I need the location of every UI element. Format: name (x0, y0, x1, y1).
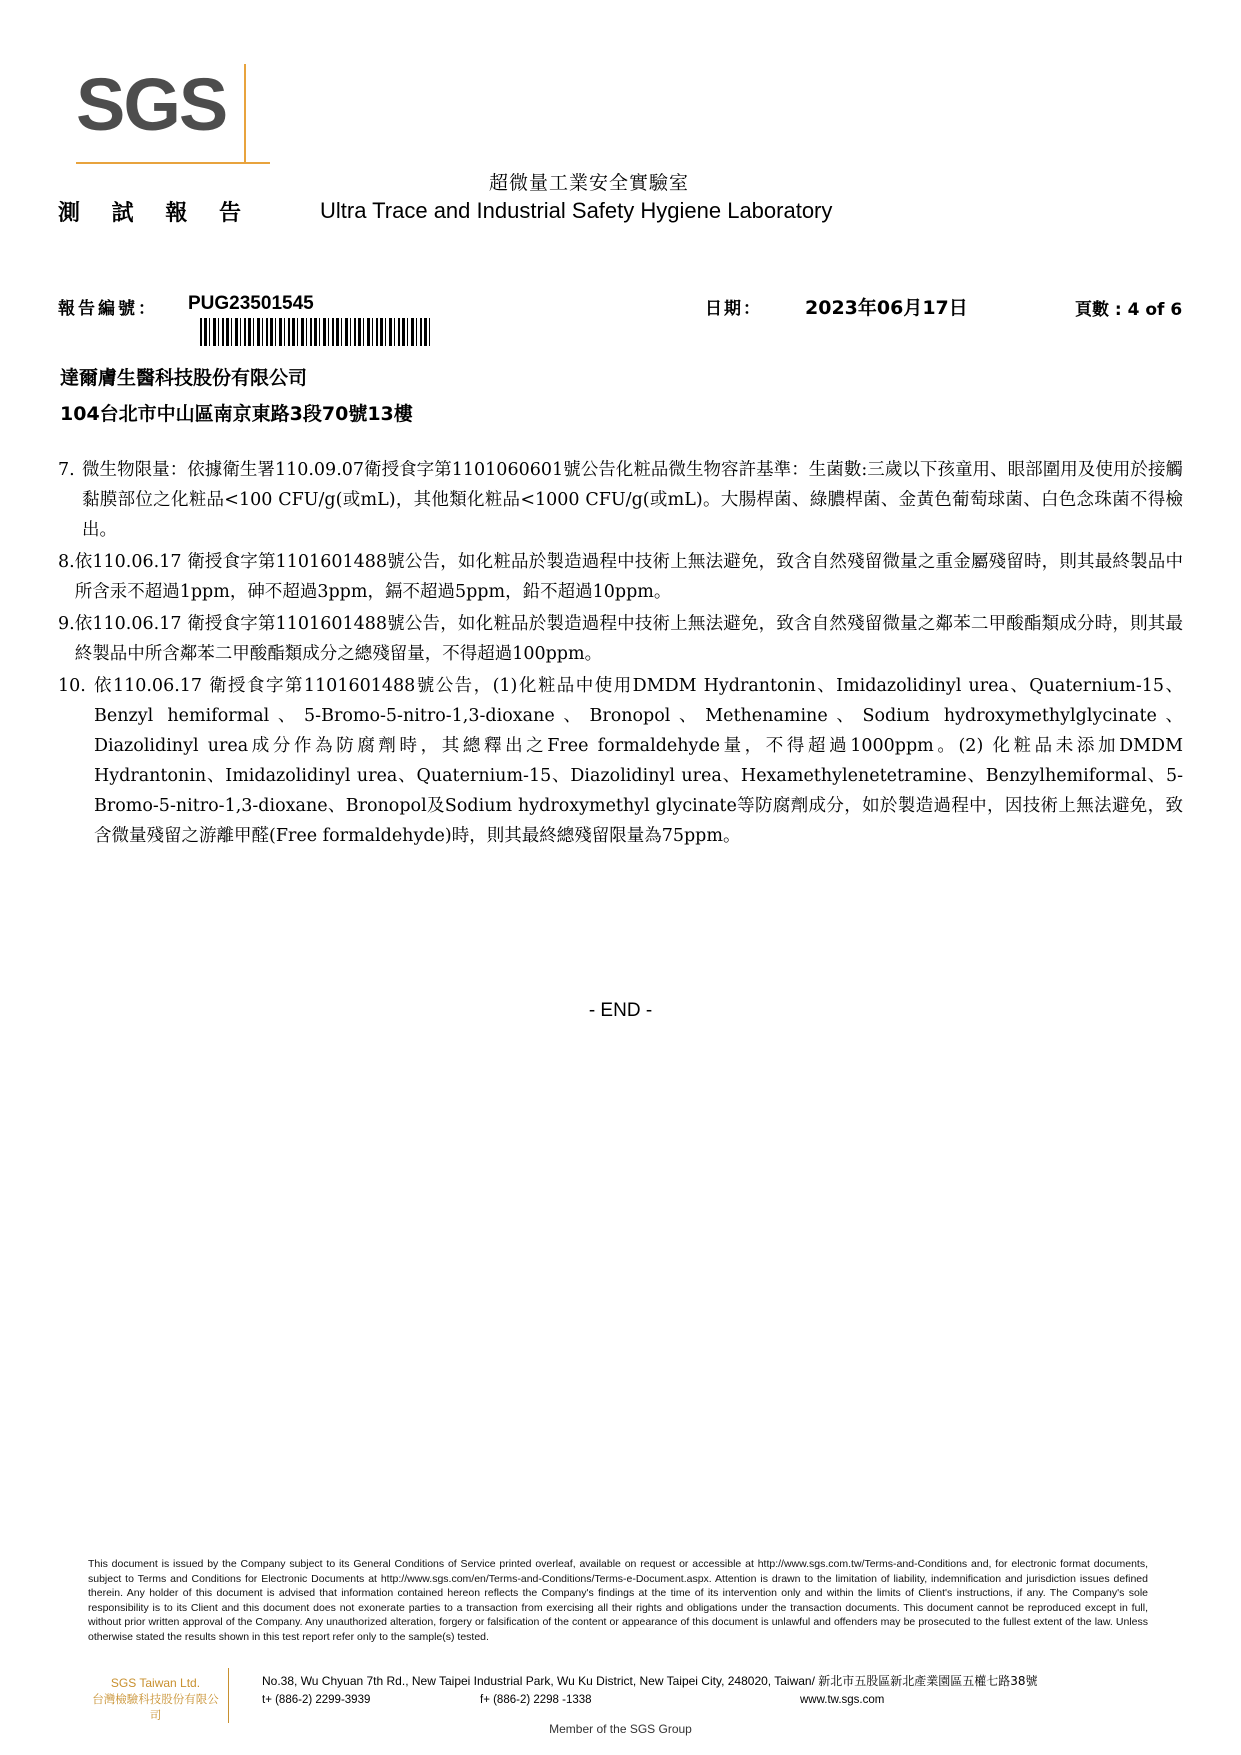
note-item (58, 671, 1183, 851)
note-number: 7. (58, 460, 75, 480)
footer-address-zh: 新北市五股區新北產業園區五權七路38號 (818, 1674, 1038, 1688)
note-text: 微生物限量：依據衛生署110.09.07衛授食字第1101060601號公告化粧品微生物容許基準：生菌數:三歲以下孩童用、眼部圍用及使用於接觸黏膜部位之化粧品<100 CFU/g(或mL)，其他類化粧品<1000 CFU/g(或mL)。大腸桿菌、綠膿桿菌、金黃色葡萄球菌、白色念珠菌不得檢出。 (82, 460, 1183, 540)
logo-divider-vertical (244, 64, 246, 164)
report-date-value: 2023年06月17日 (805, 297, 968, 319)
note-item (58, 609, 1183, 669)
report-number-value: PUG23501545 (188, 293, 314, 314)
footer-member-note: Member of the SGS Group (549, 1722, 692, 1736)
footer-divider (228, 1668, 229, 1723)
footer-company-zh: 台灣檢驗科技股份有限公司 (92, 1692, 219, 1722)
footer-address-en: No.38, Wu Chyuan 7th Rd., New Taipei Industrial Park, Wu Ku District, New Taipei City, 248020, Taiwan/ (262, 1674, 815, 1688)
footer-phone: t+ (886-2) 2299-3939 (262, 1694, 371, 1706)
note-item (58, 547, 1183, 607)
sgs-logo (76, 63, 266, 156)
note-item (58, 455, 1183, 545)
footer-website[interactable]: www.tw.sgs.com (800, 1694, 885, 1706)
notes-list (58, 455, 1183, 853)
footer-company-en: SGS Taiwan Ltd. (110, 1676, 201, 1690)
client-name: 達爾膚生醫科技股份有限公司 (60, 367, 308, 389)
page-count: 頁數 : 4 of 6 (1075, 300, 1183, 320)
barcode (200, 318, 432, 346)
footer-fax: f+ (886-2) 2298 -1338 (480, 1694, 592, 1706)
footer-company (88, 1675, 223, 1723)
note-text: 依110.06.17 衛授食字第1101601488號公告，如化粧品於製造過程中技術上無法避免，致含自然殘留微量之重金屬殘留時，則其最終製品中所含汞不超過1ppm，砷不超過3ppm，鎘不超過5ppm，鉛不超過10ppm。 (74, 552, 1183, 602)
note-text: 依110.06.17 衛授食字第1101601488號公告，(1)化粧品中使用DMDM Hydrantonin、Imidazolidinyl urea、Quaternium-15、Benzyl hemiformal、5-Bromo-5-nitro-1,3-dioxane、Bronopol、Methenamine、Sodium hydroxymethylglycinate、Diazolidinyl urea成分作為防腐劑時，其總釋出之Free formaldehyde量，不得超過1000ppm。(2) 化粧品未添加DMDM Hydrantonin、Imidazolidinyl urea、Quaternium-15、Diazolidinyl urea、Hexamethylenetetramine、Benzylhemiformal、5-Bromo-5-nitro-1,3-dioxane、Bronopol及Sodium hydroxymethyl glycinate等防腐劑成分，如於製造過程中，因技術上無法避免，致含微量殘留之游離甲醛(Free formaldehyde)時，則其最終總殘留限量為75ppm。 (94, 676, 1183, 846)
footer-address (262, 1672, 1038, 1689)
note-text: 依110.06.17 衛授食字第1101601488號公告，如化粧品於製造過程中技術上無法避免，致含自然殘留微量之鄰苯二甲酸酯類成分時，則其最終製品中所含鄰苯二甲酸酯類成分之總殘留量，不得超過100ppm。 (74, 614, 1183, 664)
logo-divider-horizontal (76, 162, 270, 164)
note-number: 8. (58, 552, 75, 572)
report-number-label: 報告編號： (58, 299, 158, 319)
footer-legal-text: This document is issued by the Company subject to its General Conditions of Service printed overleaf, available on request or accessible at http://www.sgs.com.tw/Terms-and-Conditions and, for electronic format documents, subject to Terms and Conditions for Electronic Documents at http://www.sgs.com/en/Terms-and-Conditions/Terms-e-Document.aspx. Attention is drawn to the limitation of liability, indemnification and jurisdiction issues defined therein. Any holder of this document is advised that information contained hereon reflects the Company's findings at the time of its intervention only and within the limits of Client's instructions, if any. The Company's sole responsibility is to its Client and this document does not exonerate parties to a transaction from exercising all their rights and obligations under the transaction documents. This document cannot be reproduced except in full, without prior written approval of the Company. Any unauthorized alteration, forgery or falsification of the content or appearance of this document is unlawful and offenders may be prosecuted to the fullest extent of the law. Unless otherwise stated the results shown in this test report refer only to the sample(s) tested. (88, 1558, 1148, 1643)
lab-name-en: Ultra Trace and Industrial Safety Hygiene Laboratory (320, 198, 833, 223)
client-address: 104台北市中山區南京東路3段70號13樓 (60, 403, 413, 425)
sgs-logo-text: SGS (76, 63, 227, 146)
note-number: 9. (58, 614, 75, 634)
report-date-label: 日期： (705, 299, 762, 319)
report-title: 測 試 報 告 (58, 201, 253, 226)
lab-name-zh: 超微量工業安全實驗室 (489, 172, 690, 194)
end-marker: - END - (588, 1000, 653, 1021)
note-number: 10. (58, 676, 86, 696)
